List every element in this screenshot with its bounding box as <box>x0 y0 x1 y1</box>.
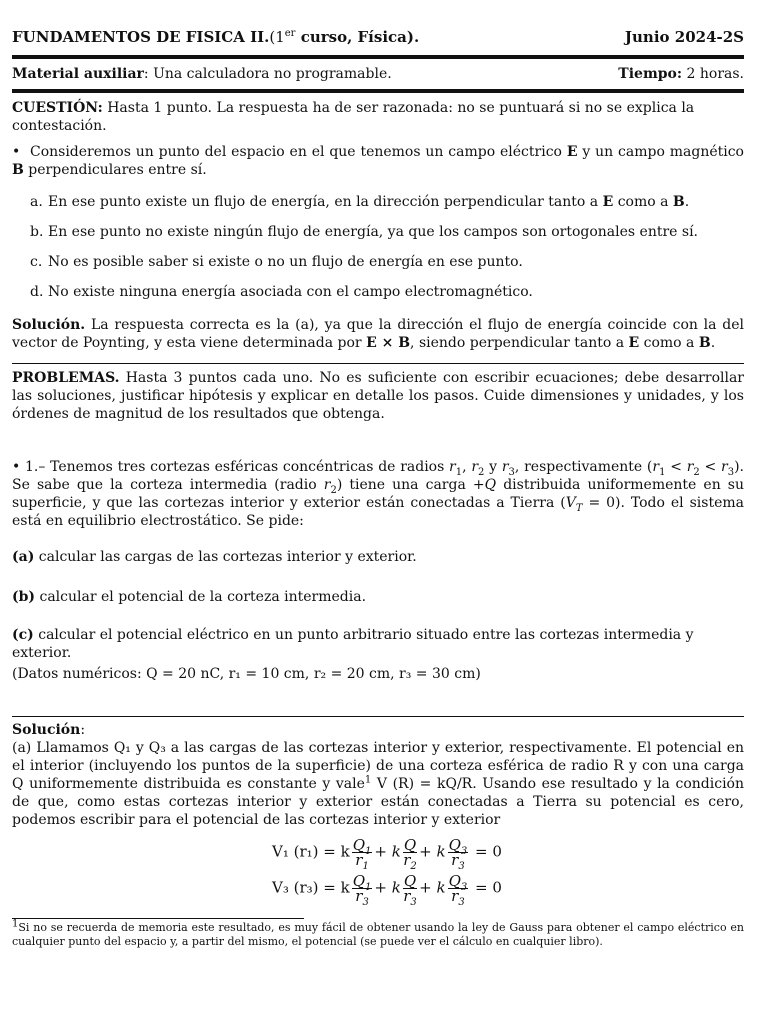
course-title: FUNDAMENTOS DE FISICA II.(1er curso, Física). <box>12 28 420 46</box>
header-rule-top <box>12 55 744 59</box>
option-c: c. No es posible saber si existe o no un flujo de energía en ese punto. <box>30 254 523 270</box>
exam-header <box>12 28 744 46</box>
problemas-intro: PROBLEMAS. Hasta 3 puntos cada uno. No es suficiente con escribir ecuaciones; debe desarrollar las soluciones, justificar hipótesis y explicar en detalle los pasos. Cuide dimensiones y unidades, y los órdenes de magnitud de los resultados que obtenga. <box>12 370 744 422</box>
solution-heading: Solución: <box>12 722 86 738</box>
option-a: a. En ese punto existe un flujo de energía, en la dirección perpendicular tanto a E como a B. <box>30 194 690 210</box>
material-row <box>12 65 744 83</box>
problem-1-part-a: (a) calcular las cargas de las cortezas interior y exterior. <box>12 549 417 565</box>
footnote-reference: 1 <box>364 774 372 786</box>
section-divider <box>12 363 744 364</box>
footnote-rule <box>12 918 304 919</box>
equation-v3: V₃ (r₃) = k $\frac{Q_1}{r_3}$ + k $\frac{Q}{r_3}$ + k $\frac{Q_3}{r_3}$ = 0 <box>272 872 502 908</box>
option-d: d. No existe ninguna energía asociada con el campo electromagnético. <box>30 284 533 300</box>
cuestion-intro: CUESTIÓN: Hasta 1 punto. La respuesta ha de ser razonada: no se puntuará si no se explica la contestación. <box>12 100 695 134</box>
equation-v1: V₁ (r₁) = k $\frac{Q_1}{r_1}$ + k $\frac{Q}{r_2}$ + k $\frac{Q_3}{r_3}$ = 0 <box>272 836 502 872</box>
problem-1-part-b: (b) calcular el potencial de la corteza intermedia. <box>12 589 367 605</box>
cuestion-solution: Solución. La respuesta correcta es la (a), ya que la dirección el flujo de energía coincide con la del vector de Poynting, y esta viene determinada por E × B, siendo perpendicular tanto a E como a B. <box>12 317 744 351</box>
cuestion-stem: • Consideremos un punto del espacio en el que tenemos un campo eléctrico E y un campo magnético B perpendiculares entre sí. <box>12 144 744 178</box>
problem-1-data: (Datos numéricos: Q = 20 nC, r₁ = 10 cm, r₂ = 20 cm, r₃ = 30 cm) <box>12 666 481 682</box>
exam-date: Junio 2024-2S <box>624 28 744 46</box>
problem-1-statement: • 1.– Tenemos tres cortezas esféricas concéntricas de radios $r_1$, $r_2$ y $r_3$, respectivamente $(r_1 < r_2 < r_3)$. Se sabe que la corteza intermedia (radio $r_2$) tiene una carga +Q distribuida uniformemente en su superficie, y que las cortezas interior y exterior están conectadas a Tierra $(V_T = 0)$. Todo el sistema está en equilibrio electrostático. Se pide: <box>12 459 745 529</box>
footnote: $^1$Si no se recuerda de memoria este resultado, es muy fácil de obtener usando la ley de Gauss para obtener el campo eléctrico en cualquier punto del espacio y, a partir del mismo, el potencial (se puede ver el cálculo en cualquier libro). <box>12 918 744 948</box>
solution-divider <box>12 716 744 717</box>
material-info: Material auxiliar: Una calculadora no programable. <box>12 66 392 82</box>
time-info: Tiempo: 2 horas. <box>618 66 744 82</box>
solution-paragraph: (a) Llamamos Q₁ y Q₃ a las cargas de las cortezas interior y exterior, respectivamente. El potencial en el interior (incluyendo los puntos de la superficie) de una corteza esférica de radio R y con una carga Q uniformemente distribuida es constante y vale$^1$ V (R) = kQ/R. Usando ese resultado y la condición de que, como estas cortezas interior y exterior están conectadas a Tierra su potencial es cero, podemos escribir para el potencial de las cortezas interior y exterior <box>12 740 744 828</box>
option-b: b. En ese punto no existe ningún flujo de energía, ya que los campos son ortogonales entre sí. <box>30 224 699 240</box>
header-rule-bottom <box>12 89 744 93</box>
problem-1-part-c: (c) calcular el potencial eléctrico en un punto arbitrario situado entre las cortezas intermedia y exterior. <box>12 627 694 661</box>
